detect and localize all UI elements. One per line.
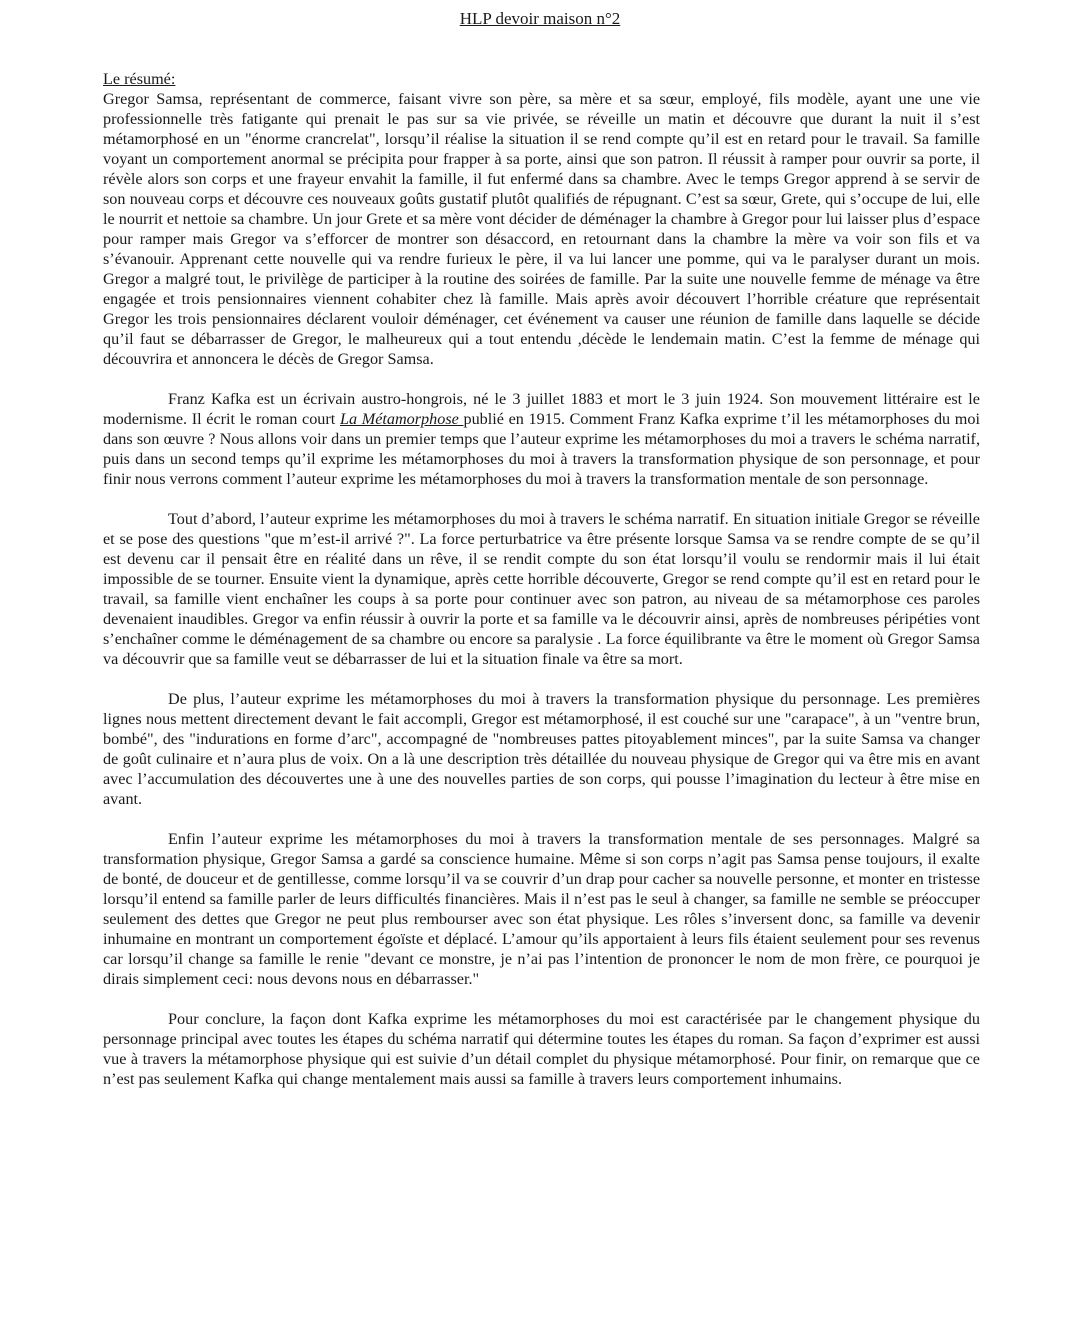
summary-label: Le résumé: — [103, 70, 176, 88]
document-title: HLP devoir maison n°2 — [459, 9, 621, 28]
summary-paragraph — [103, 69, 980, 369]
introduction-paragraph — [103, 389, 980, 489]
physical-paragraph: De plus, l’auteur exprime les métamorphoses du moi à travers la transformation physique du personnage. Les premières lignes nous mettent directement devant le fait accompli, Gregor est métamorphosé, il est couché sur une "carapace", à un "ventre brun, bombé", des "indurations en forme d’arc", accompagné de "nombreuses pattes pitoyablement minces", par la suite Samsa va changer de goût culinaire et n’aura plus de voix. On a là une description très détaillée du nouveau physique de Gregor qui va être mis en avant avec l’accumulation des découvertes une à une des nouvelles parties de son corps, qui pousse l’imagination du lecteur à être mise en avant. — [103, 690, 980, 808]
document-body — [103, 69, 980, 1109]
book-title: La Métamorphose — [339, 410, 464, 428]
summary-text: Gregor Samsa, représentant de commerce, faisant vivre son père, sa mère et sa sœur, employé, fils modèle, ayant une une vie professionnelle très fatigante qui prenait le pas sur sa vie privée, se réveille un matin et découvre que durant la nuit il s’est métamorphosé en un "énorme crancrelat", lorsqu’il réalise la situation il se rend compte qu’il est en retard pour le travail. Sa famille voyant un comportement anormal se précipita pour frapper à sa porte, ainsi que son patron. Il réussit à ramper pour ouvrir sa porte, il révèle alors son corps et une frayeur envahit la famille, il fut enfermé dans sa chambre. Avec le temps Gregor apprend à se servir de son nouveau corps et découvre ces nouveaux goûts gustatif plutôt qualifiés de répugnant. C’est sa sœur, Grete, qui s’occupe de lui, elle le nourrit et nettoie sa chambre. Un jour Grete et sa mère vont décider de déménager la chambre à Gregor pour lui laisser plus d’espace pour ramper mais Gregor va s’efforcer de montrer son désaccord, en retournant dans la chambre la mère va voir son fils et va s’évanouir. Apprenant cette nouvelle qui va rendre furieux le père, il va lui lancer une pomme, qui va le paralyser durant un mois. Gregor a malgré tout, le privilège de participer à la routine des soirées de famille. Par la suite une nouvelle femme de ménage va être engagée et trois pensionnaires viennent cohabiter chez là famille. Mais après avoir découvert l’horrible créature que représentait Gregor les trois pensionnaires déclarent vouloir déménager, cet événement va causer une réunion de famille dans laquelle se décide qu’il faut se débarrasser de Gregor, le malheureux qui a tout entendu ,décède le lendemain matin. C’est la femme de ménage qui découvrira et annoncera le décès de Gregor Samsa. — [103, 90, 980, 368]
mental-paragraph: Enfin l’auteur exprime les métamorphoses du moi à travers la transformation mentale de ses personnages. Malgré sa transformation physique, Gregor Samsa a gardé sa conscience humaine. Même si son corps n’agit pas Samsa pense toujours, il exalte de bonté, de douceur et de gentillesse, comme lorsqu’il va se couvrir d’un drap pour cacher sa nouvelle personne, et monter en tristesse lorsqu’il entend sa famille parler de leurs difficultés financières. Mais il n’est pas le seul à changer, sa famille ne semble se préoccuper seulement des dettes que Gregor ne peut plus rembourser avec son état physique. Les rôles s’inversent donc, sa famille va devenir inhumaine en montrant un comportement égoïste et déplacé. L’amour qu’ils apportaient à leurs fils étaient seulement pour ses revenus car lorsqu’il change sa famille le renie "devant ce monstre, je n’ai pas l’intention de prononcer le nom de mon frère, ce pourquoi je dirais simplement ceci: nous devons nous en débarrasser." — [103, 830, 980, 988]
narrative-paragraph: Tout d’abord, l’auteur exprime les métamorphoses du moi à travers le schéma narratif. En situation initiale Gregor se réveille et se pose des questions "que m’est-il arrivé ?". La force perturbatrice va être présente lorsque Samsa va se rendre compte de se qu’il est devenu car il pensait être en réalité dans un rêve, il se rendit compte du son état lorsqu’il voulu se rendormir mais il lui était impossible de se tourner. Ensuite vient la dynamique, après cette horrible découverte, Gregor se rend compte qu’il est en retard pour le travail, sa famille vient enchaîner les coups à sa porte pour continuer avec son patron, au niveau de sa métamorphose ces paroles devenaient inaudibles. Gregor va enfin réussir à ouvrir la porte et sa famille va le découvrir ainsi, après de nombreuses péripéties vont s’enchaîner comme le déménagement de sa chambre ou encore sa paralysie . La force équilibrante va être le moment où Gregor Samsa va découvrir que sa famille veut se débarrasser de lui et la situation finale va être sa mort. — [103, 510, 980, 668]
conclusion-paragraph: Pour conclure, la façon dont Kafka exprime les métamorphoses du moi est caractérisée par le changement physique du personnage principal avec toutes les étapes du schéma narratif qui détermine toutes les étapes du roman. Sa façon d’exprimer est aussi vue à travers la métamorphose physique qui est suivie d’un détail complet du physique métamorphosé. Pour finir, on remarque que ce n’est pas seulement Kafka qui change mentalement mais aussi sa famille à travers leurs comportement inhumains. — [103, 1010, 980, 1088]
intro-text-after: publié en 1915. Comment Franz Kafka exprime t’il les métamorphoses du moi dans son œuvre ? Nous allons voir dans un premier temps que l’auteur exprime les métamorphoses du moi a travers le schéma narratif, puis dans un second temps qu’il exprime les métamorphoses du moi à travers la transformation physique de son personnage, et pour finir nous verrons comment l’auteur exprime les métamorphoses du moi à travers la transformation mentale de son personnage. — [103, 410, 980, 488]
intro-text-before: Franz Kafka est un écrivain austro-hongrois, né le 3 juillet 1883 et mort le 3 juin 1924. Son mouvement littéraire est le modernisme. Il écrit le roman court — [103, 390, 980, 428]
